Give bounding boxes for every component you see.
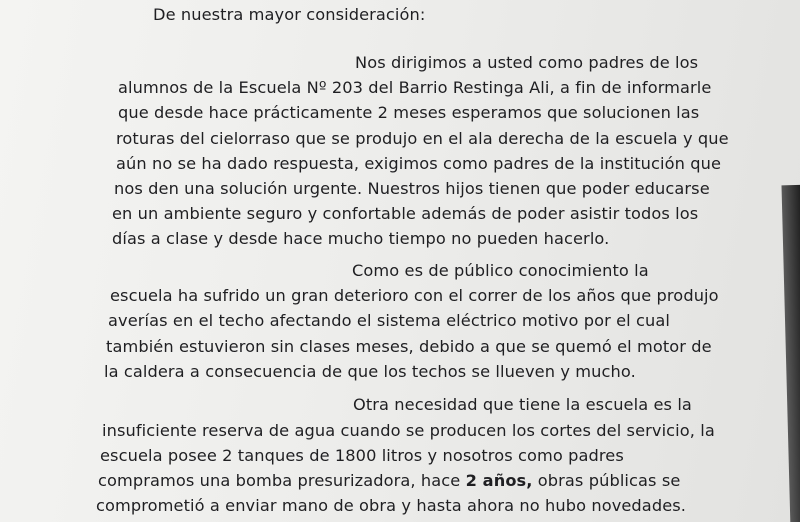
p3-bold-years: 2 años, xyxy=(465,471,533,490)
p2-line-4: también estuvieron sin clases meses, debido a que se quemó el motor de xyxy=(106,337,712,356)
p3-line-4-end: obras públicas se xyxy=(532,471,681,490)
p1-line-2: alumnos de la Escuela Nº 203 del Barrio Restinga Ali, a fin de informarle xyxy=(118,78,712,97)
p2-line-2: escuela ha sufrido un gran deterioro con el correr de los años que produjo xyxy=(110,286,719,305)
p2-line-3: averías en el techo afectando el sistema eléctrico motivo por el cual xyxy=(108,311,670,330)
p3-line-1: Otra necesidad que tiene la escuela es la xyxy=(353,395,692,414)
salutation: De nuestra mayor consideración: xyxy=(153,5,426,24)
p3-line-4 xyxy=(98,471,680,490)
p1-line-8: días a clase y desde hace mucho tiempo no pueden hacerlo. xyxy=(112,229,610,248)
p2-line-5: la caldera a consecuencia de que los techos se llueven y mucho. xyxy=(104,362,636,381)
p2-line-1: Como es de público conocimiento la xyxy=(352,261,649,280)
p3-line-4-start: compramos una bomba presurizadora, hace xyxy=(98,471,466,490)
p1-line-4: roturas del cielorraso que se produjo en el ala derecha de la escuela y que xyxy=(116,129,729,148)
p3-line-2: insuficiente reserva de agua cuando se producen los cortes del servicio, la xyxy=(102,421,715,440)
p1-line-5: aún no se ha dado respuesta, exigimos como padres de la institución que xyxy=(116,154,722,173)
p1-line-7: en un ambiente seguro y confortable además de poder asistir todos los xyxy=(112,204,699,223)
p1-line-6: nos den una solución urgente. Nuestros hijos tienen que poder educarse xyxy=(114,179,710,198)
p1-line-1: Nos dirigimos a usted como padres de los xyxy=(355,53,699,72)
p1-line-3: que desde hace prácticamente 2 meses esperamos que solucionen las xyxy=(118,103,700,122)
p3-line-3: escuela posee 2 tanques de 1800 litros y nosotros como padres xyxy=(100,446,624,465)
p3-line-5: comprometió a enviar mano de obra y hasta ahora no hubo novedades. xyxy=(96,496,687,515)
